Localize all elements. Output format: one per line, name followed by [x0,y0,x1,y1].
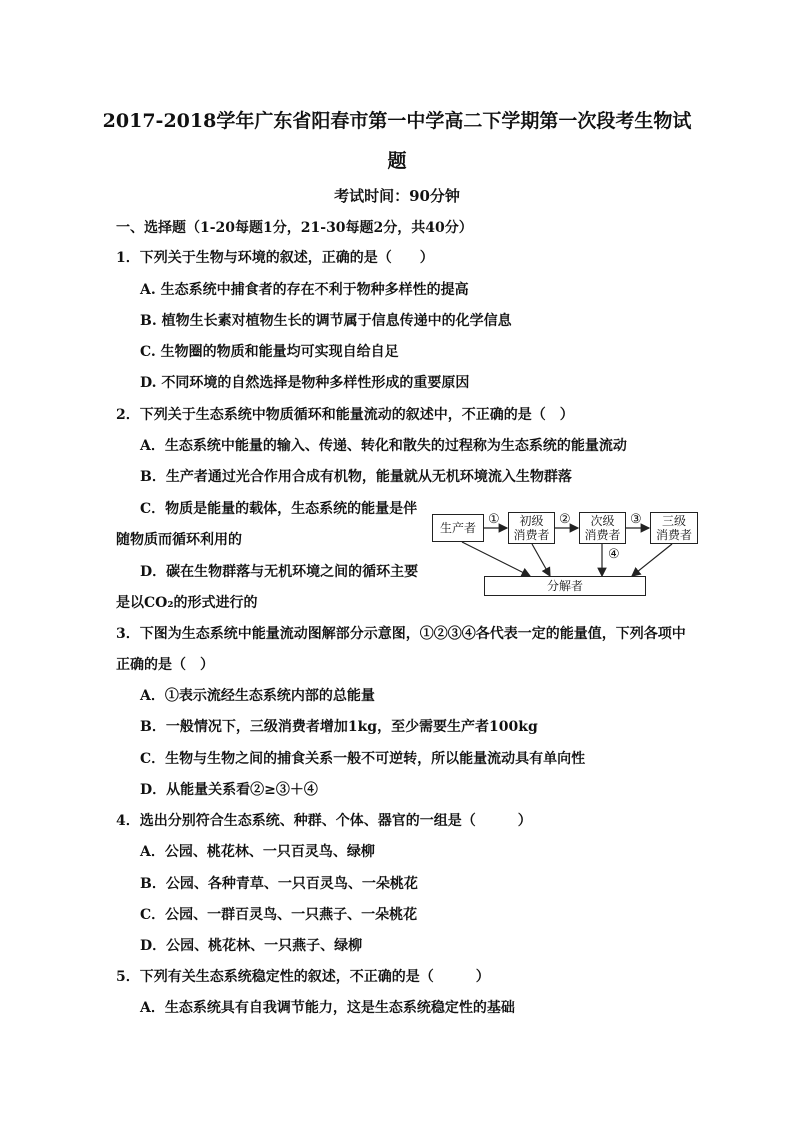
secondary-consumer-label-1: 次级 [590,514,615,528]
primary-consumer-label-2: 消费者 [513,528,550,542]
secondary-consumer-box [579,512,626,544]
question-1-option-d: D. 不同环境的自然选择是物种多样性形成的重要原因 [140,375,470,391]
question-4-option-a: A．公园、桃花林、一只百灵鸟、绿柳 [140,844,375,860]
question-2-option-d-cont: 是以CO₂的形式进行的 [116,595,258,611]
question-2-option-c-cont: 随物质而循环利用的 [116,532,242,548]
question-1-option-a: A. 生态系统中捕食者的存在不利于物种多样性的提高 [140,282,469,298]
energy-label-2: ② [559,512,571,527]
secondary-consumer-label-2: 消费者 [584,528,621,542]
question-3-option-b: B．一般情况下，三级消费者增加1kg，至少需要生产者100kg [140,719,538,735]
exam-title-line2: 题 [387,150,407,172]
question-3-option-a: A．①表示流经生态系统内部的总能量 [140,688,375,704]
question-5-option-a: A．生态系统具有自我调节能力，这是生态系统稳定性的基础 [140,1000,515,1016]
question-5-stem: 5．下列有关生态系统稳定性的叙述，不正确的是（ ） [116,969,490,985]
exam-time: 考试时间：90分钟 [334,187,460,205]
tertiary-consumer-label-1: 三级 [661,514,686,528]
producer-box: 生产者 [432,514,484,542]
question-4-stem: 4．选出分别符合生态系统、种群、个体、器官的一组是（ ） [116,813,532,829]
energy-label-3: ③ [630,512,642,527]
question-4-option-c: C．公园、一群百灵鸟、一只燕子、一朵桃花 [140,907,418,923]
question-3-stem-line2: 正确的是（ ） [116,657,214,673]
question-4-option-b: B．公园、各种青草、一只百灵鸟、一朵桃花 [140,876,418,892]
primary-consumer-label-1: 初级 [519,514,544,528]
question-3-option-c: C．生物与生物之间的捕食关系一般不可逆转，所以能量流动具有单向性 [140,751,586,767]
energy-label-4: ④ [608,547,620,562]
question-1-option-c: C. 生物圈的物质和能量均可实现自给自足 [140,344,399,360]
primary-consumer-box [508,512,555,544]
question-1-stem: 1．下列关于生物与环境的叙述，正确的是（ ） [116,250,434,266]
question-3-option-d: D．从能量关系看②≥③＋④ [140,782,318,798]
tertiary-consumer-label-2: 消费者 [655,528,692,542]
question-2-option-d: D．碳在生物群落与无机环境之间的循环主要 [140,564,419,580]
decomposer-box: 分解者 [484,576,646,596]
question-2-stem: 2．下列关于生态系统中物质循环和能量流动的叙述中，不正确的是（ ） [116,407,574,423]
question-1-option-b: B. 植物生长素对植物生长的调节属于信息传递中的化学信息 [140,313,512,329]
tertiary-consumer-box [650,512,698,544]
question-4-option-d: D．公园、桃花林、一只燕子、绿柳 [140,938,363,954]
question-3-stem-line1: 3．下图为生态系统中能量流动图解部分示意图，①②③④各代表一定的能量值，下列各项中 [116,626,686,642]
exam-title-line1: 2017-2018学年广东省阳春市第一中学高二下学期第一次段考生物试 [102,110,692,132]
energy-flow-diagram [432,508,700,598]
question-2-option-c: C．物质是能量的载体，生态系统的能量是伴 [140,501,418,517]
question-2-option-a: A．生态系统中能量的输入、传递、转化和散失的过程称为生态系统的能量流动 [140,438,627,454]
section-heading: 一、选择题（1-20每题1分，21-30每题2分，共40分） [116,220,473,236]
energy-label-1: ① [488,512,500,527]
question-2-option-b: B．生产者通过光合作用合成有机物，能量就从无机环境流入生物群落 [140,469,572,485]
